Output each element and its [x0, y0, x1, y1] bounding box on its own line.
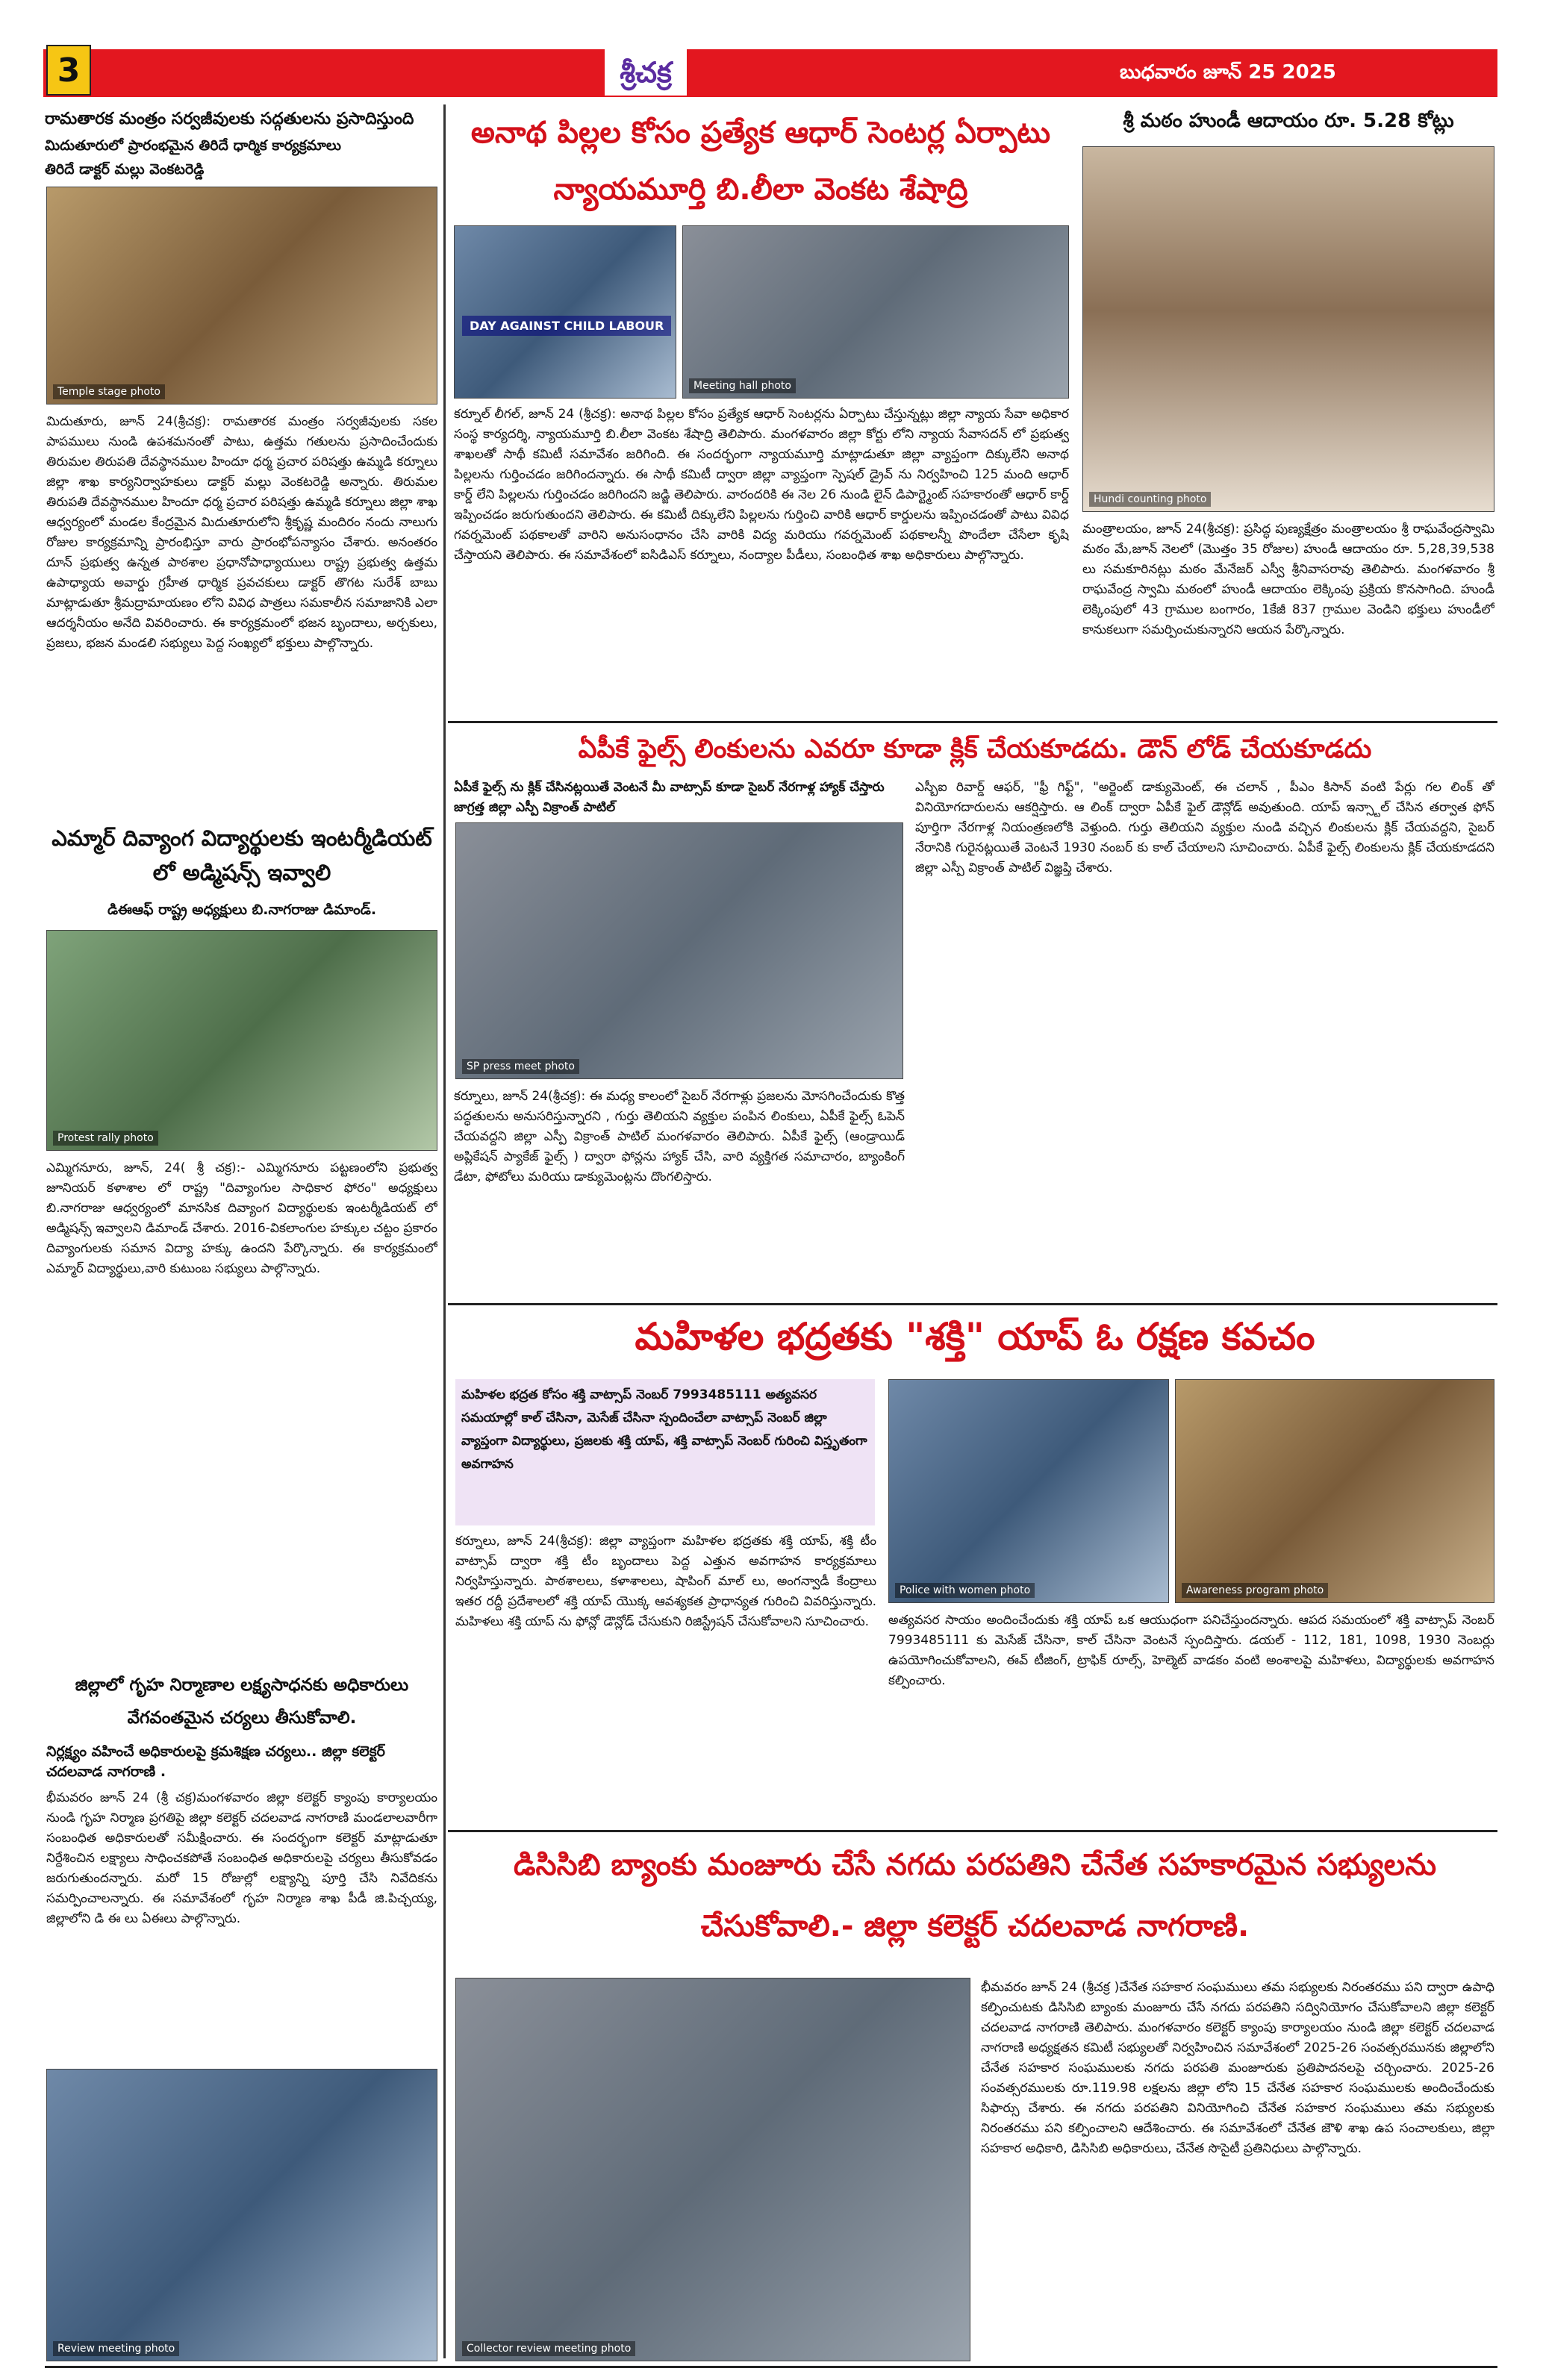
- col1-article-2-body: ఎమ్మిగనూరు, జూన్, 24( శ్రీ చక్ర):- ఎమ్మిగనూరు పట్టణంలోని ప్రభుత్వ జూనియర్ కళాశాల లో రాష్ట్ర "దివ్యాంగుల సాధికార ఫోరం" అధ్యక్షులు బి.నాగరాజు ఆధ్వర్యంలో మానసిక దివ్యాంగ విద్యార్థులకు ఇంటర్మీడియట్ లో అడ్మిషన్స్ ఇవ్వాలని డిమాండ్ చేశారు. 2016-వికలాంగుల హక్కుల చట్టం ప్రకారం దివ్యాంగులకు సమాన విద్యా హక్కు ఉందని పేర్కొన్నారు. ఈ కార్యక్రమంలో ఎమ్మార్ విద్యార్థులు,వారి కుటుంబ సభ్యులు పాల్గొన్నారు.: [46, 1161, 437, 1276]
- photo-label: Police with women photo: [895, 1583, 1035, 1598]
- meeting-hall-photo: [682, 225, 1069, 399]
- section-divider: [448, 1303, 1497, 1305]
- shakti-highlight-box: మహిళల భద్రత కోసం శక్తి వాట్సాప్ నెంబర్ 7993485111 అత్యవసర సమయాల్లో కాల్ చేసినా, మెసేజ్ చేసినా స్పందించేలా వాట్సాప్ నెంబర్ జిల్లా వ్యాప్తంగా విద్యార్థులు, ప్రజలకు శక్తి యాప్, శక్తి వాట్సాప్ నెంబర్ గురించి విస్తృతంగా అవగాహన: [455, 1379, 875, 1525]
- photo-label: Temple stage photo: [53, 384, 165, 399]
- aadhaar-article-body: కర్నూల్ లీగల్, జూన్ 24 (శ్రీచక్ర): అనాథ పిల్లల కోసం ప్రత్యేక ఆధార్ సెంటర్లను ఏర్పాటు చేస్తున్నట్లు జిల్లా న్యాయ సేవా అధికార సంస్థ కార్యదర్శి, న్యాయమూర్తి బి.లీలా వెంకట శేషాద్రి తెలిపారు. మంగళవారం జిల్లా కోర్టు లోని న్యాయ సేవాసదన్ లో ప్రభుత్వ శాఖలతో సాథీ కమిటీ సమావేశం జరిగింది. ఈ సందర్భంగా న్యాయమూర్తి మాట్లాడుతూ జిల్లా వ్యాప్తంగా దిక్కులేని అనాథ పిల్లలను గుర్తించడం జరిగిందన్నారు. ఈ సాథీ కమిటీ ద్వారా జిల్లా వ్యాప్తంగా స్పెషల్ డ్రైవ్ ను నిర్వహించి 125 మంది ఆధార్ కార్డ్ లేని పిల్లలను గుర్తించడం జరిగిందని జడ్జి తెలిపారు. వారందరికి ఈ నెల 26 నుండి లైన్ డిపార్ట్మెంట్ సహకారంతో ఆధార్ కార్డ్ ఇప్పించడం జరుగుతుందని తెలిపారు. ఈ కమిటీ దిక్కులేని పిల్లలను గుర్తించి వారికి ఆధార్ కార్డులను ఇప్పించడంతో పాటు వివిధ గవర్నమెంట్ పథకాలతో వారిని అనుసంధానం చేసి వారికి విద్య మరియు గవర్నమెంట్ పథకాలన్నీ పొందేలా చేసేలా కృషి చేస్తాయని తెలిపారు. ఈ సమావేశంలో ఐసిడిఎస్ కర్నూలు, నంద్యాల పీడీలు, సంబంధిత శాఖ అధికారులు పాల్గొన్నారు.: [454, 407, 1069, 563]
- col1-headline-3: జిల్లాలో గృహ నిర్మాణాల లక్ష్యసాధనకు అధికారులు వేగవంతమైన చర్యలు తీసుకోవాలి.: [75, 1675, 409, 1728]
- shakti-headline: మహిళల భద్రతకు "శక్తి" యాప్ ఓ రక్షణ కవచం: [635, 1315, 1315, 1358]
- page-number: 3: [46, 45, 91, 96]
- photo-banner-text: DAY AGAINST CHILD LABOUR: [462, 316, 671, 336]
- photo-label: Protest rally photo: [53, 1131, 158, 1146]
- photo-label: Hundi counting photo: [1089, 492, 1211, 507]
- dccb-headline: డిసిసిబి బ్యాంకు మంజూరు చేసే నగదు పరపతిని చేనేత సహకారమైన సభ్యులను చేసుకోవాలి.- జిల్లా కలెక్టర్ చదలవాడ నాగరాణి.: [513, 1848, 1437, 1943]
- section-divider: [448, 1830, 1497, 1832]
- apk-article-body-left: కర్నూలు, జూన్ 24(శ్రీచక్ర): ఈ మధ్య కాలంలో సైబర్ నేరగాళ్లు ప్రజలను మోసగించేందుకు కొత్త పద్ధతులను అనుసరిస్తున్నారని , గుర్తు తెలియని వ్యక్తుల పంపిన లింకులు, ఏపీకే ఫైల్స్ ఓపెన్ చేయవద్దని జిల్లా ఎస్పీ విక్రాంత్ పాటిల్ మంగళవారం తెలిపారు. ఏపీకే ఫైల్స్ (ఆండ్రాయిడ్ అప్లికేషన్ ప్యాకేజ్ ఫైల్స్ ) ద్వారా ఫోన్లను హ్యాక్ చేసి, వారి వ్యక్తిగత సమాచారం, బ్యాంకింగ్ డేటా, ఫోటోలు మరియు డాక్యుమెంట్లను దొంగలిస్తారు.: [454, 1089, 905, 1184]
- awareness-program-photo: [1175, 1379, 1494, 1603]
- col1-article-1-body: మిదుతూరు, జూన్ 24(శ్రీచక్ర): రామతారక మంత్రం సర్వజీవులకు సకల పాపములు నుండి ఉపశమనంతో పాటు, ఉత్తమ గతులను ప్రసాదించేందుకు తిరుమల తిరుపతి దేవస్థానముల హిందూ ధర్మ ప్రచార పరిషత్తు ఉమ్మడి కర్నూలు జిల్లా శాఖ కార్యనిర్వాహకులు డాక్టర్ మల్లు వెంకటరెడ్డి అన్నారు. తిరుమల తిరుపతి దేవస్థానముల హిందూ ధర్మ ప్రచార పరిషత్తు ఉమ్మడి కర్నూలు జిల్లా శాఖ ఆధ్వర్యంలో మండల కేంద్రమైన మిదుతూరులోని శ్రీకృష్ణ మందిరం నందు నాలుగు రోజుల కార్యక్రమాన్ని ప్రారంభిస్తూ వారు ప్రారంభోపన్యాసం చేశారు. అనంతరం దూన్ ప్రభుత్వ ఉన్నత పాఠశాల ప్రధానోపాధ్యాయులు రాష్ట్ర ప్రభుత్వ ఉత్తమ ఉపాధ్యాయ అవార్డు గ్రహీత ధార్మిక ప్రవచకులు డాక్టర్ తొగట సురేశ్ బాబు మాట్లాడుతూ శ్రీమద్రామాయణం లోని వివిధ పాత్రలు సమకాలీన సమాజానికి ఎలా ఆదర్శనీయం అనేది వివరించారు. ఈ కార్యక్రమంలో భజన బృందాలు, అర్చకులు, ప్రజలు, భజన మండలి సభ్యులు పెద్ద సంఖ్యలో భక్తులు పాల్గొన్నారు.: [46, 414, 437, 651]
- police-with-women-photo: [888, 1379, 1169, 1603]
- photo-label: Review meeting photo: [53, 2341, 179, 2356]
- sp-press-meet-photo: [455, 822, 903, 1079]
- col1-subhead-2: డిఈఆఫ్ రాష్ట్ర అధ్యక్షులు బి.నాగరాజు డిమాండ్.: [107, 902, 377, 918]
- col1-headline-2: ఎమ్మార్ దివ్యాంగ విద్యార్థులకు ఇంటర్మీడియట్ లో అడ్మిషన్స్ ఇవ్వాలి: [52, 825, 432, 885]
- col1-article-3-body: భీమవరం జూన్ 24 (శ్రీ చక్ర)మంగళవారం జిల్లా కలెక్టర్ క్యాంపు కార్యాలయం నుండి గృహ నిర్మాణ ప్రగతిపై జిల్లా కలెక్టర్ చదలవాడ నాగరాణి మండలాలవారీగా సంబంధిత అధికారులతో సమీక్షించారు. ఈ సందర్భంగా కలెక్టర్ మాట్లాడుతూ నిర్దేశించిన లక్ష్యాలు సాధించకపోతే సంబంధిత అధికారులపై చర్యలు తీసుకోవడం జరుగుతుందన్నారు. మరో 15 రోజుల్లో లక్ష్యాన్ని పూర్తి చేసి నివేదికను సమర్పించాలన్నారు. ఈ సమావేశంలో గృహ నిర్మాణ శాఖ పీడీ జి.పిచ్చయ్య, జిల్లాలోని డి ఈ లు ఏఈలు పాల్గొన్నారు.: [46, 1790, 437, 1926]
- hundi-article-body: మంత్రాలయం, జూన్ 24(శ్రీచక్ర): ప్రసిద్ధ పుణ్యక్షేత్రం మంత్రాలయం శ్రీ రాఘవేంద్రస్వామి మఠం మే,జూన్ నెలలో (మొత్తం 35 రోజుల) హుండీ ఆదాయం రూ. 5,28,39,538 లు సమకూరినట్లు మఠం మేనేజర్ ఎస్వీ శ్రీనివాసరావు తెలిపారు. మంగళవారం శ్రీ రాఘవేంద్ర స్వామి మఠంలో హుండీ ఆదాయం లెక్కింపు ప్రక్రియ కొనసాగింది. హుండీ లెక్కింపులో 43 గ్రాముల బంగారం, 1కేజీ 837 గ్రాముల వెండిని భక్తులు హుండీలో కానుకలుగా సమర్పించుకున్నారని ఆయన పేర్కొన్నారు.: [1082, 522, 1494, 637]
- hundi-headline: శ్రీ మఠం హుండీ ఆదాయం రూ. 5.28 కోట్లు: [1123, 110, 1454, 132]
- column-divider: [443, 104, 446, 2358]
- collector-meeting-photo: [455, 1978, 970, 2361]
- photo-label: Meeting hall photo: [689, 378, 796, 393]
- photo-label: Collector review meeting photo: [462, 2341, 635, 2356]
- shakti-article-body-right: అత్యవసర సాయం అందించేందుకు శక్తి యాప్ ఒక ఆయుధంగా పనిచేస్తుందన్నారు. ఆపద సమయంలో శక్తి వాట్సాప్ నెంబర్ 7993485111 కు మెసేజ్ చేసినా, కాల్ చేసినా వెంటనే స్పందిస్తారు. డయల్ - 112, 181, 1098, 1930 నెంబర్లు ఉపయోగించుకోవాలని, ఈవ్ టీజింగ్, ట్రాఫిక్ రూల్స్, హెల్మెట్ వాడకం వంటి అంశాలపై మహిళలు, విద్యార్థులకు అవగాహన కల్పించారు.: [888, 1613, 1494, 1688]
- col1-subhead-1: మిదుతూరులో ప్రారంభమైన తిరిదే ధార్మిక కార్యక్రమాలు: [45, 137, 341, 154]
- page-bottom-rule: [45, 2366, 1497, 2368]
- col1-subhead-3: నిర్లక్ష్యం వహించే అధికారులపై క్రమశిక్షణ చర్యలు.. జిల్లా కలెక్టర్ చదలవాడ నాగరాణి .: [46, 1743, 385, 1780]
- protest-rally-photo: [46, 930, 437, 1151]
- dccb-article-body: భీమవరం జూన్ 24 (శ్రీచక్ర )చేనేత సహకార సంఘములు తమ సభ్యులకు నిరంతరము పని ద్వారా ఉపాధి కల్పించుటకు డిసిసిబి బ్యాంకు మంజూరు చేసే నగదు పరపతిని సద్వినియోగం చేసుకోవాలని జిల్లా కలెక్టర్ చదలవాడ నాగరాణి తెలిపారు. మంగళవారం కలెక్టర్ క్యాంపు కార్యాలయం నుండి జిల్లా కలెక్టర్ చదలవాడ నాగరాణి అధ్యక్షతన కమిటీ సభ్యులతో నిర్వహించిన సమావేశంలో 2025-26 సంవత్సరమునకు జిల్లాలోని చేనేత సహకార సంఘములకు నగదు పరపతి మంజూరుకు ప్రతిపాదనలపై చర్చించారు. 2025-26 సంవత్సరములకు రూ.119.98 లక్షలను జిల్లా లోని 15 చేనేత సహకార సంఘములకు అందించేందుకు సిఫార్సు చేశారు. ఈ నగదు పరపతిని వినియోగించి చేనేత సహకార సంఘములు తమ సభ్యులకు నిరంతరము పని కల్పించాలని ఆదేశించారు. ఈ సమావేశంలో చేనేత జౌళి శాఖ ఉప సంచాలకులు, జిల్లా సహకార అధికారి, డిసిసిబి అధికారులు, చేనేత సొసైటీ ప్రతినిధులు పాల్గొన్నారు.: [981, 1980, 1494, 2156]
- apk-article-body-right: ఎస్బీఐ రివార్డ్ ఆఫర్, "ఫ్రీ గిఫ్ట్", "అర్జెంట్ డాక్యుమెంట్, ఈ చలాన్ , పీఎం కిసాన్ వంటి పేర్లు గల లింక్ తో వినియోగదారులను ఆకర్షిస్తారు. ఆ లింక్ ద్వారా ఏపీకే ఫైల్ డౌన్లోడ్ అవుతుంది. యాప్ ఇన్స్టాల్ చేసిన తర్వాత ఫోన్ పూర్తిగా నేరగాళ్ల నియంత్రణలోకి వెళ్తుంది. గుర్తు తెలియని వ్యక్తుల నుండి వచ్చిన లింకులను క్లిక్ చేయవద్దని, సైబర్ నేరానికి గురైనట్లయితే వెంటనే 1930 నంబర్ కు కాల్ చేయాలని సూచించారు. ఏపీకే ఫైల్స్ లింకులను క్లిక్ చేయకూడదని జిల్లా ఎస్పీ విక్రాంత్ పాటిల్ విజ్ఞప్తి చేశారు.: [915, 780, 1494, 875]
- hundi-counting-photo: [1082, 146, 1494, 512]
- section-divider: [448, 721, 1497, 723]
- photo-label: SP press meet photo: [462, 1059, 579, 1074]
- temple-stage-photo: [46, 187, 437, 405]
- masthead-logo: శ్రీచక్ర: [605, 49, 687, 96]
- apk-caption: ఏపీకే ఫైల్స్ ను క్లిక్ చేసినట్లయితే వెంటనే మీ వాట్సాప్ కూడా సైబర్ నేరగాళ్ల హ్యాక్ చేస్తారు జాగ్రత్త జిల్లా ఎస్పీ విక్రాంత్ పాటిల్: [454, 780, 885, 815]
- shakti-article-body-left: కర్నూలు, జూన్ 24(శ్రీచక్ర): జిల్లా వ్యాప్తంగా మహిళల భద్రతకు శక్తి యాప్, శక్తి టీం వాట్సాప్ ద్వారా శక్తి టీం బృందాలు పెద్ద ఎత్తున అవగాహన కార్యక్రమాలు నిర్వహిస్తున్నారు. పాఠశాలలు, కళాశాలలు, షాపింగ్ మాల్ లు, అంగన్వాడీ కేంద్రాలు ఇతర రద్దీ ప్రదేశాలలో శక్తి యాప్ యొక్క ఆవశ్యకత ప్రాధాన్యత గురించి వివరిస్తున్నారు. మహిళలు శక్తి యాప్ ను ఫోన్లో డౌన్లోడ్ చేసుకుని రిజిస్ట్రేషన్ చేసుకోవాలని సూచించారు.: [455, 1534, 876, 1629]
- col1-headline-1: రామతారక మంత్రం సర్వజీవులకు సద్గతులను ప్రసాదిస్తుంది: [45, 110, 414, 128]
- child-labour-day-photo: [454, 225, 676, 399]
- review-meeting-photo: [46, 2069, 437, 2361]
- photo-label: Awareness program photo: [1182, 1583, 1328, 1598]
- aadhaar-headline: అనాథ పిల్లల కోసం ప్రత్యేక ఆధార్ సెంటర్ల ఏర్పాటు న్యాయమూర్తి బి.లీలా వెంకట శేషాద్రి: [470, 116, 1051, 207]
- apk-headline: ఏపీకే ఫైల్స్ లింకులను ఎవరూ కూడా క్లిక్ చేయకూడదు. డౌన్ లోడ్ చేయకూడదు: [578, 734, 1372, 764]
- issue-date: బుధవారం జూన్ 25 2025: [1120, 61, 1336, 84]
- col1-byline-1: తిరిదే డాక్టర్ మల్లు వెంకటరెడ్డి: [45, 161, 205, 178]
